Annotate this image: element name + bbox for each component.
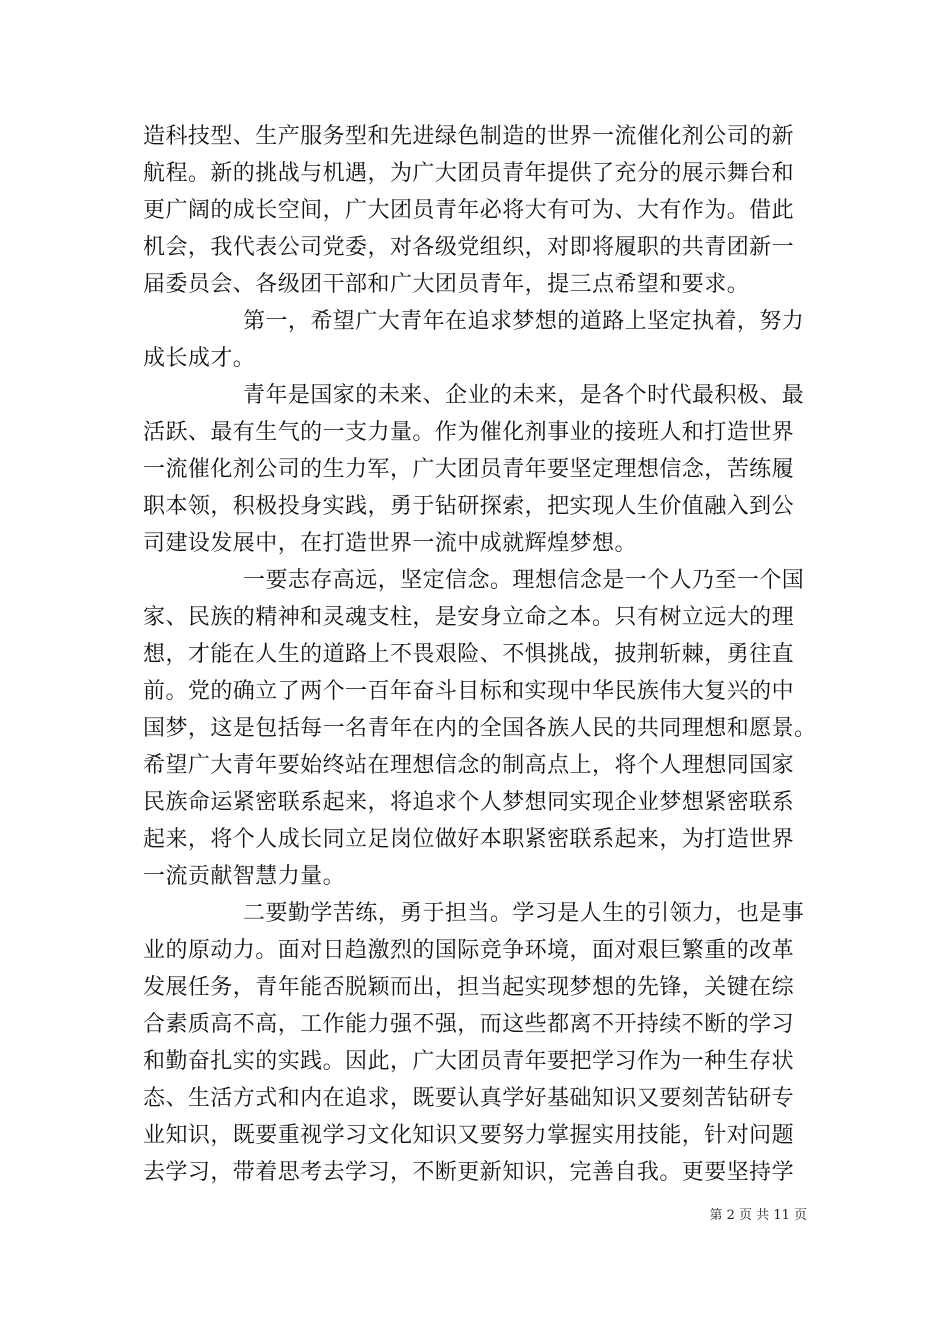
text-line: 希望广大青年要始终站在理想信念的制高点上，将个人理想同国家 bbox=[143, 753, 795, 778]
text-line: 家、民族的精神和灵魂支柱，是安身立命之本。只有树立远大的理 bbox=[143, 605, 795, 630]
page-number-footer: 第 2 页 共 11 页 bbox=[709, 1208, 807, 1223]
text-line: 更广阔的成长空间，广大团员青年必将大有可为、大有作为。借此 bbox=[143, 198, 795, 223]
text-line: 一流贡献智慧力量。 bbox=[143, 864, 346, 889]
text-line: 职本领，积极投身实践，勇于钻研探索，把实现人生价值融入到公 bbox=[143, 494, 795, 519]
text-line: 业知识，既要重视学习文化知识又要努力掌握实用技能，针对问题 bbox=[143, 1123, 795, 1148]
text-line: 二要勤学苦练，勇于担当。学习是人生的引领力，也是事 bbox=[243, 901, 805, 926]
text-line: 发展任务，青年能否脱颖而出，担当起实现梦想的先锋，关键在综 bbox=[143, 975, 795, 1000]
text-line: 成长成才。 bbox=[143, 346, 256, 371]
text-line: 业的原动力。面对日趋激烈的国际竞争环境，面对艰巨繁重的改革 bbox=[143, 938, 795, 963]
text-line: 一要志存高远，坚定信念。理想信念是一个人乃至一个国 bbox=[243, 568, 805, 593]
text-line: 前。党的确立了两个一百年奋斗目标和实现中华民族伟大复兴的中 bbox=[143, 679, 795, 704]
text-line: 青年是国家的未来、企业的未来，是各个时代最积极、最 bbox=[243, 383, 805, 408]
text-line: 届委员会、各级团干部和广大团员青年，提三点希望和要求。 bbox=[143, 272, 750, 297]
text-line: 起来，将个人成长同立足岗位做好本职紧密联系起来，为打造世界 bbox=[143, 827, 795, 852]
text-line: 和勤奋扎实的实践。因此，广大团员青年要把学习作为一种生存状 bbox=[143, 1049, 795, 1074]
text-line: 造科技型、生产服务型和先进绿色制造的世界一流催化剂公司的新 bbox=[143, 124, 795, 149]
text-line: 国梦，这是包括每一名青年在内的全国各族人民的共同理想和愿景。 bbox=[143, 716, 817, 741]
body-text bbox=[143, 118, 823, 1191]
text-line: 航程。新的挑战与机遇，为广大团员青年提供了充分的展示舞台和 bbox=[143, 161, 795, 186]
text-line: 去学习，带着思考去学习，不断更新知识，完善自我。更要坚持学 bbox=[143, 1160, 795, 1185]
text-line: 态、生活方式和内在追求，既要认真学好基础知识又要刻苦钻研专 bbox=[143, 1086, 795, 1111]
text-line: 合素质高不高，工作能力强不强，而这些都离不开持续不断的学习 bbox=[143, 1012, 795, 1037]
text-line: 一流催化剂公司的生力军，广大团员青年要坚定理想信念，苦练履 bbox=[143, 457, 795, 482]
text-line: 第一，希望广大青年在追求梦想的道路上坚定执着，努力 bbox=[243, 309, 805, 334]
text-line: 活跃、最有生气的一支力量。作为催化剂事业的接班人和打造世界 bbox=[143, 420, 795, 445]
text-line: 司建设发展中，在打造世界一流中成就辉煌梦想。 bbox=[143, 531, 637, 556]
text-line: 想，才能在人生的道路上不畏艰险、不惧挑战，披荆斩棘，勇往直 bbox=[143, 642, 795, 667]
text-line: 机会，我代表公司党委，对各级党组织，对即将履职的共青团新一 bbox=[143, 235, 795, 260]
text-line: 民族命运紧密联系起来，将追求个人梦想同实现企业梦想紧密联系 bbox=[143, 790, 795, 815]
